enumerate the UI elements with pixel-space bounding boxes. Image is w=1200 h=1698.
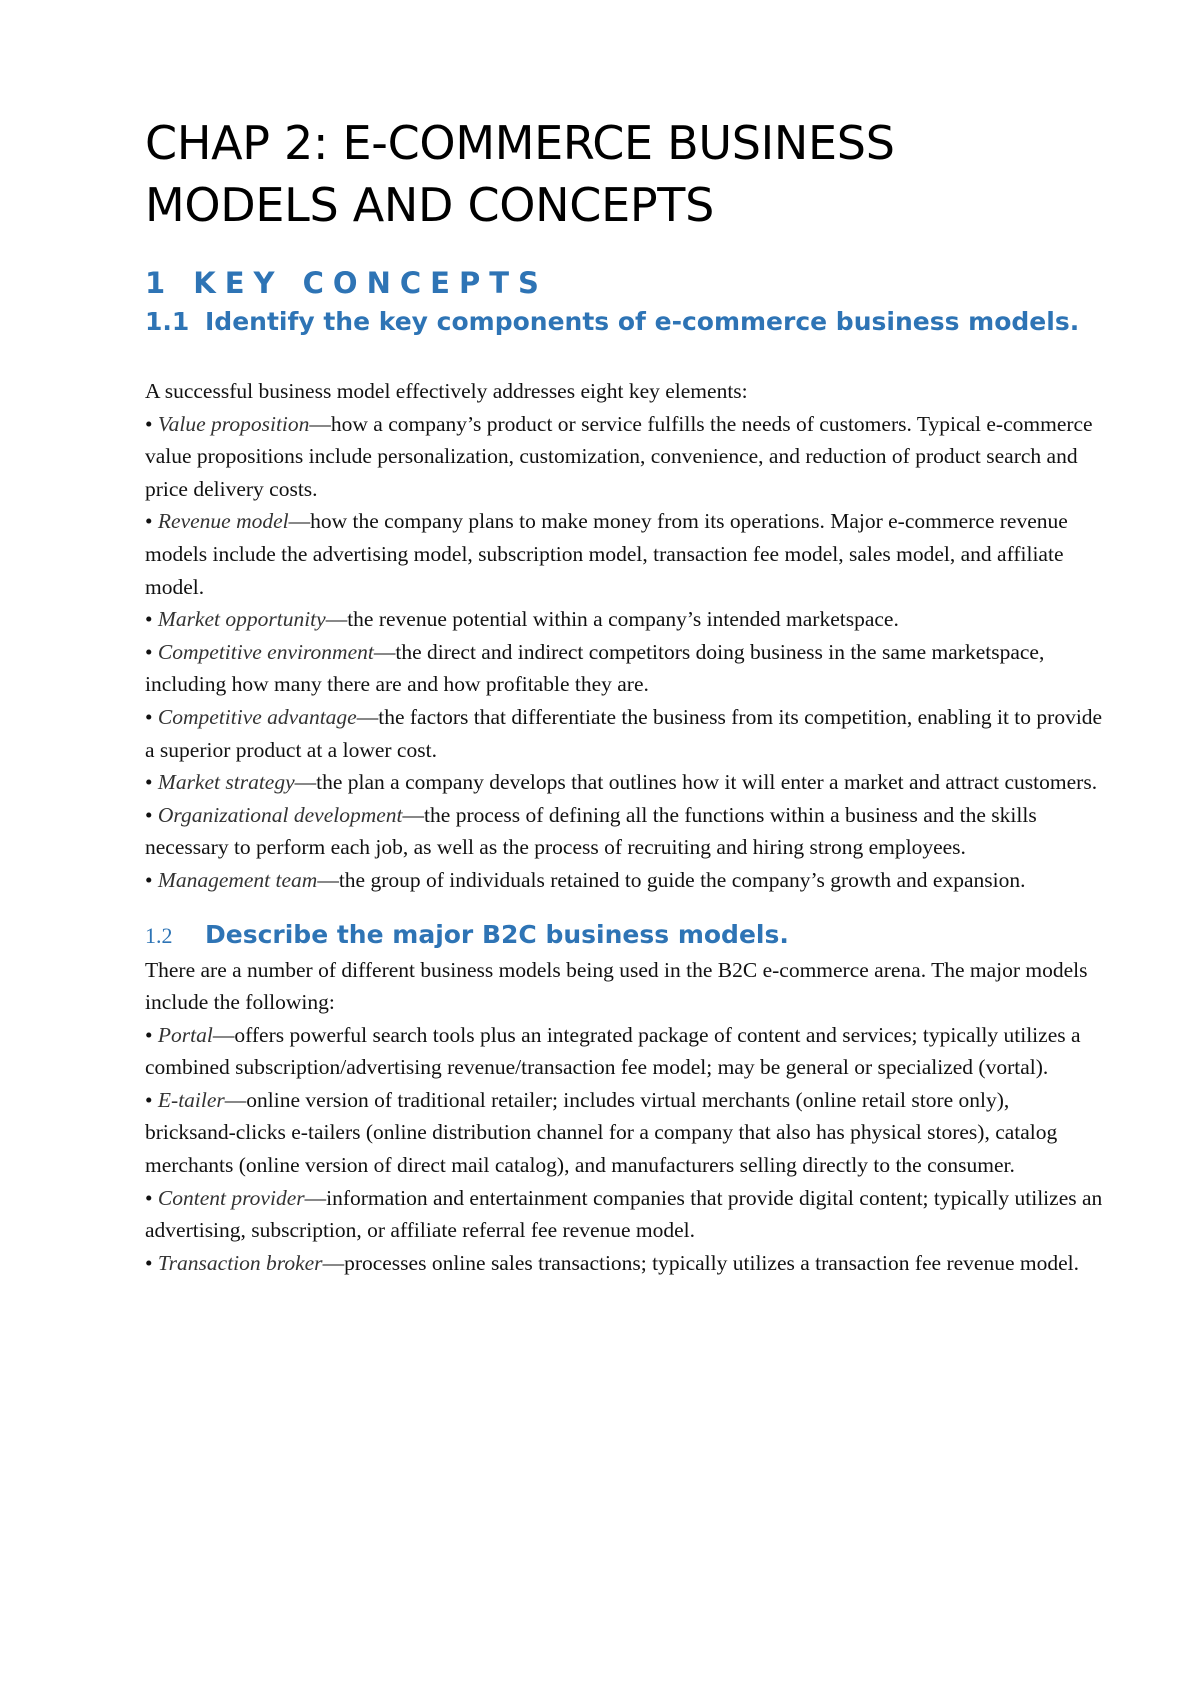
bullet-text: —offers powerful search tools plus an integrated package of content and services; typically utilizes a (212, 1022, 1081, 1047)
bullet-term: Management team (157, 867, 318, 892)
section-1-1-heading (145, 303, 1105, 340)
bullet-organizational-development: • Organizational development—the process of defining all the functions within a business and the skills necessary to perform each job, as well as the process of recruiting and hiring strong employees. (145, 802, 1037, 860)
bullet-term: Portal (157, 1022, 213, 1047)
bullet-text: —the direct and indirect competitors doing business in the same marketspace, including how many there are and how profitable they are. (145, 639, 1045, 697)
bullet-text: —information and entertainment companies that provide digital content; typically utilizes an advertising, subscription, or affiliate referral fee revenue model. (145, 1185, 1103, 1243)
bullet-e-tailer: • E-tailer—online version of traditional retailer; includes virtual merchants (online retail store only), bricksand-clicks e-tailers (online distribution channel for a company that also has physical stores), catalog merchants (online version of direct mail catalog), and manufacturers selling directly to the consumer. (145, 1087, 1058, 1178)
chapter-title-line-2: MODELS AND CONCEPTS (145, 178, 715, 232)
bullet-term: Competitive advantage (157, 704, 357, 729)
bullet-text: —the factors that differentiate the business from its competition, enabling it to provide a superior product at a lower cost. (145, 704, 1103, 762)
section-1-1-body (145, 375, 1105, 897)
bullet-transaction-broker: • Transaction broker—processes online sales transactions; typically utilizes a transaction fee revenue model. (145, 1250, 1079, 1275)
bullet-term: Value proposition (157, 411, 310, 436)
bullet-revenue-model: • Revenue model—how the company plans to make money from its operations. Major e-commerce revenue models include the advertising model, subscription model, transaction fee model, sales model, and affiliate model. (145, 509, 1068, 599)
portal-continuation: combined subscription/advertising revenue/transaction fee model; may be general or specialized (vortal). (145, 1055, 1049, 1080)
bullet-value-proposition: • Value proposition—how a company’s product or service fulfills the needs of customers. Typical e-commerce value propositions include personalization, customization, convenience, and reduction of product search and price delivery costs. (145, 411, 1093, 501)
bullet-term: Organizational development (157, 802, 403, 827)
bullet-text: —processes online sales transactions; typically utilizes a transaction fee revenue model. (322, 1250, 1079, 1275)
section-1-2-body (145, 954, 1105, 1280)
bullet-text: —the process of defining all the functions within a business and the skills necessary to perform each job, as well as the process of recruiting and hiring strong employees. (145, 802, 1037, 860)
section-1-1-intro: A successful business model effectively addresses eight key elements: (145, 379, 748, 403)
section-1-2-heading-text: Describe the major B2C business models. (205, 919, 789, 949)
bullet-text: —online version of traditional retailer; includes virtual merchants (online retail store only), bricksand-clicks e-tailers (online distribution channel for a company that also has physical stores), catalog merchants (online version of direct mail catalog), and manufacturers selling directly to the consumer. (145, 1087, 1058, 1178)
bullet-term: Transaction broker (157, 1250, 323, 1275)
chapter-title (145, 112, 1105, 236)
bullet-term: Competitive environment (157, 639, 374, 664)
bullet-content-provider: • Content provider—information and entertainment companies that provide digital content; typically utilizes an advertising, subscription, or affiliate referral fee revenue model. (145, 1185, 1103, 1243)
bullet-market-strategy: • Market strategy—the plan a company develops that outlines how it will enter a market and attract customers. (145, 770, 1098, 795)
chapter-title-line-1: CHAP 2: E-COMMERCE BUSINESS (145, 116, 895, 170)
bullet-term: Market opportunity (157, 607, 326, 632)
bullet-management-team: • Management team—the group of individuals retained to guide the company’s growth and expansion. (145, 867, 1026, 892)
section-1-2-heading (145, 917, 1105, 954)
heading-key-concepts: 1 KEY CONCEPTS (145, 266, 548, 300)
bullet-portal: • Portal—offers powerful search tools plus an integrated package of content and services; typically utilizes a (145, 1022, 1081, 1047)
bullet-competitive-advantage: • Competitive advantage—the factors that differentiate the business from its competition, enabling it to provide a superior product at a lower cost. (145, 704, 1103, 762)
bullet-text: —the revenue potential within a company’s intended marketspace. (325, 607, 899, 632)
bullet-term: Revenue model (157, 509, 289, 534)
section-1-1-heading-text: Identify the key components of e-commerce business models. (205, 307, 1080, 336)
bullet-text: —how the company plans to make money from its operations. Major e-commerce revenue models include the advertising model, subscription model, transaction fee model, sales model, and affiliate model. (145, 509, 1068, 599)
section-1-1-number: 1.1 (145, 307, 190, 336)
bullet-term: E-tailer (157, 1087, 225, 1112)
bullet-text: —how a company’s product or service fulfills the needs of customers. Typical e-commerce value propositions include personalization, customization, convenience, and reduction of product search and price delivery costs. (145, 411, 1093, 501)
bullet-term: Market strategy (157, 770, 295, 795)
bullet-competitive-environment: • Competitive environment—the direct and indirect competitors doing business in the same marketspace, including how many there are and how profitable they are. (145, 639, 1045, 697)
bullet-text: —the plan a company develops that outlines how it will enter a market and attract customers. (294, 770, 1098, 795)
bullet-market-opportunity: • Market opportunity—the revenue potential within a company’s intended marketspace. (145, 607, 899, 632)
section-1-2-number: 1.2 (145, 922, 173, 948)
document-content (145, 112, 1105, 1279)
bullet-text: —the group of individuals retained to guide the company’s growth and expansion. (317, 867, 1026, 892)
section-1-2-intro: There are a number of different business models being used in the B2C e-commerce arena. The major models include the following: (145, 957, 1088, 1015)
bullet-term: Content provider (157, 1185, 305, 1210)
